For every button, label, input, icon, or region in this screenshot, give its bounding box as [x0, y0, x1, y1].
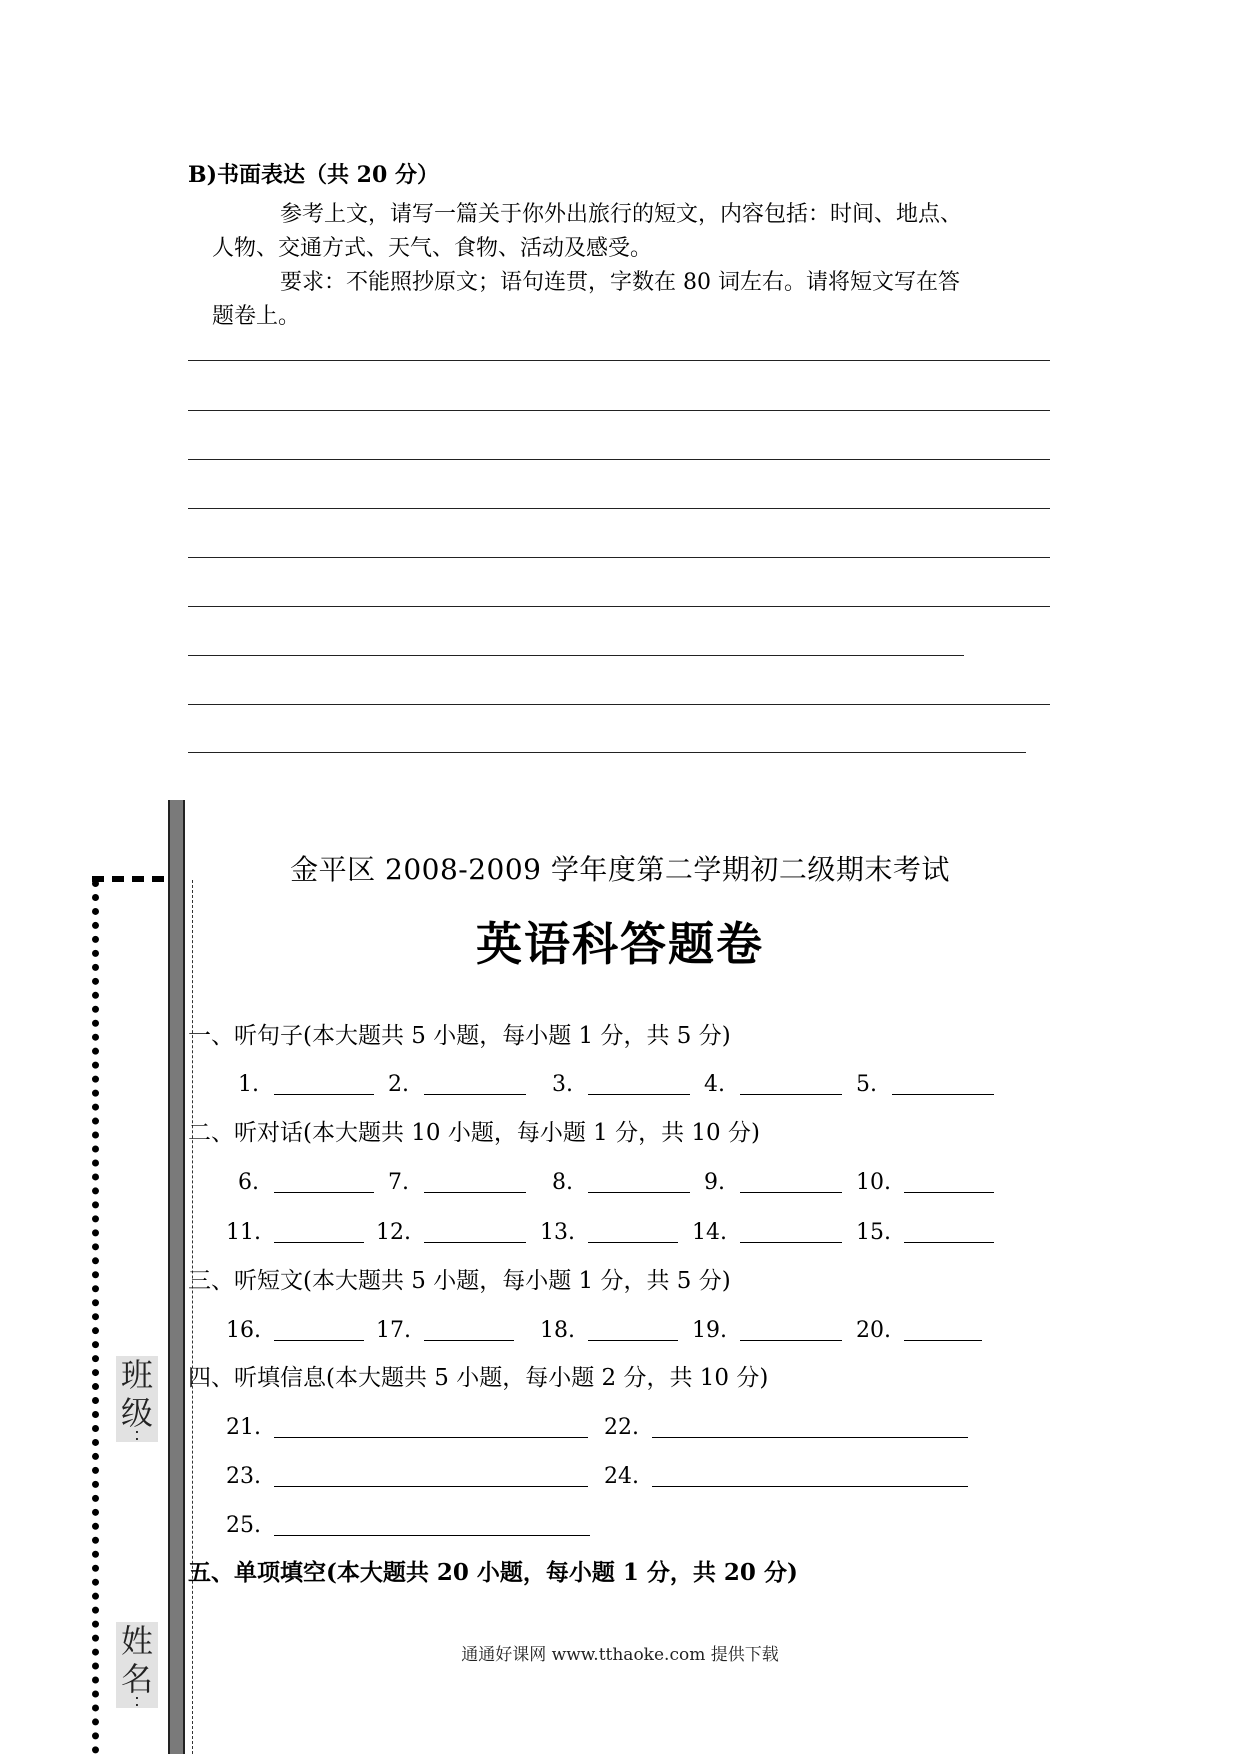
footer-source: 通通好课网 www.tthaoke.com 提供下载 [461, 1645, 779, 1665]
question-number: 20. [856, 1318, 891, 1343]
answer-sheet-title: 英语科答题卷 [476, 917, 764, 971]
answer-blank[interactable] [274, 1242, 364, 1243]
answer-blank[interactable] [588, 1242, 678, 1243]
question-number: 9. [704, 1170, 725, 1195]
question-number: 7. [388, 1170, 409, 1195]
binding-guide-line [192, 880, 193, 1754]
answer-blank[interactable] [274, 1535, 590, 1536]
section-1-heading: 一、听句子(本大题共 5 小题，每小题 1 分，共 5 分) [188, 1023, 731, 1049]
writing-line[interactable] [188, 655, 964, 656]
question-number: 15. [856, 1220, 891, 1245]
answer-blank[interactable] [588, 1340, 678, 1341]
question-number: 2. [388, 1072, 409, 1097]
writing-line[interactable] [188, 459, 1050, 460]
writing-heading: B)书面表达（共 20 分） [188, 162, 439, 188]
answer-blank[interactable] [274, 1192, 374, 1193]
answer-blank[interactable] [740, 1192, 842, 1193]
question-number: 25. [226, 1513, 261, 1538]
question-number: 22. [604, 1415, 639, 1440]
answer-blank[interactable] [274, 1094, 374, 1095]
answer-blank[interactable] [424, 1094, 526, 1095]
writing-requirements-line2: 题卷上。 [212, 304, 301, 329]
answer-blank[interactable] [274, 1437, 588, 1438]
question-number: 8. [552, 1170, 573, 1195]
answer-blank[interactable] [740, 1242, 842, 1243]
answer-blank[interactable] [904, 1242, 994, 1243]
writing-requirements-line1: 要求：不能照抄原文；语句连贯，字数在 80 词左右。请将短文写在答 [280, 270, 960, 295]
answer-blank[interactable] [274, 1340, 364, 1341]
answer-blank[interactable] [424, 1242, 526, 1243]
writing-line[interactable] [188, 557, 1050, 558]
section-2-heading: 二、听对话(本大题共 10 小题，每小题 1 分，共 10 分) [188, 1120, 760, 1146]
writing-line[interactable] [188, 606, 1050, 607]
answer-blank[interactable] [652, 1486, 968, 1487]
question-number: 14. [692, 1220, 727, 1245]
cut-line-left [92, 880, 99, 1754]
writing-instructions-line1: 参考上文，请写一篇关于你外出旅行的短文，内容包括：时间、地点、 [280, 202, 963, 227]
class-label: 班级 ∶ [116, 1356, 158, 1442]
section-5-heading: 五、单项填空(本大题共 20 小题，每小题 1 分，共 20 分) [188, 1559, 798, 1586]
answer-blank[interactable] [424, 1340, 514, 1341]
writing-instructions-line2: 人物、交通方式、天气、食物、活动及感受。 [212, 236, 653, 261]
name-label: 姓名 ∶ [116, 1622, 158, 1708]
answer-blank[interactable] [740, 1094, 842, 1095]
question-number: 21. [226, 1415, 261, 1440]
answer-blank[interactable] [892, 1094, 994, 1095]
question-number: 13. [540, 1220, 575, 1245]
question-number: 6. [238, 1170, 259, 1195]
question-number: 17. [376, 1318, 411, 1343]
answer-blank[interactable] [424, 1192, 526, 1193]
question-number: 1. [238, 1072, 259, 1097]
section-4-heading: 四、听填信息(本大题共 5 小题，每小题 2 分，共 10 分) [188, 1365, 769, 1391]
writing-line[interactable] [188, 410, 1050, 411]
question-number: 3. [552, 1072, 573, 1097]
question-number: 23. [226, 1464, 261, 1489]
answer-blank[interactable] [740, 1340, 842, 1341]
exam-title: 金平区 2008-2009 学年度第二学期初二级期末考试 [290, 853, 950, 886]
answer-blank[interactable] [274, 1486, 588, 1487]
question-number: 11. [226, 1220, 261, 1245]
writing-line[interactable] [188, 508, 1050, 509]
question-number: 24. [604, 1464, 639, 1489]
question-number: 12. [376, 1220, 411, 1245]
answer-blank[interactable] [904, 1192, 994, 1193]
question-number: 16. [226, 1318, 261, 1343]
writing-line[interactable] [188, 360, 1050, 361]
question-number: 5. [856, 1072, 877, 1097]
question-number: 18. [540, 1318, 575, 1343]
answer-blank[interactable] [588, 1192, 690, 1193]
question-number: 10. [856, 1170, 891, 1195]
writing-line[interactable] [188, 752, 1026, 753]
section-3-heading: 三、听短文(本大题共 5 小题，每小题 1 分，共 5 分) [188, 1268, 731, 1294]
answer-blank[interactable] [904, 1340, 982, 1341]
question-number: 19. [692, 1318, 727, 1343]
answer-blank[interactable] [652, 1437, 968, 1438]
writing-line[interactable] [188, 704, 1050, 705]
question-number: 4. [704, 1072, 725, 1097]
answer-blank[interactable] [588, 1094, 690, 1095]
